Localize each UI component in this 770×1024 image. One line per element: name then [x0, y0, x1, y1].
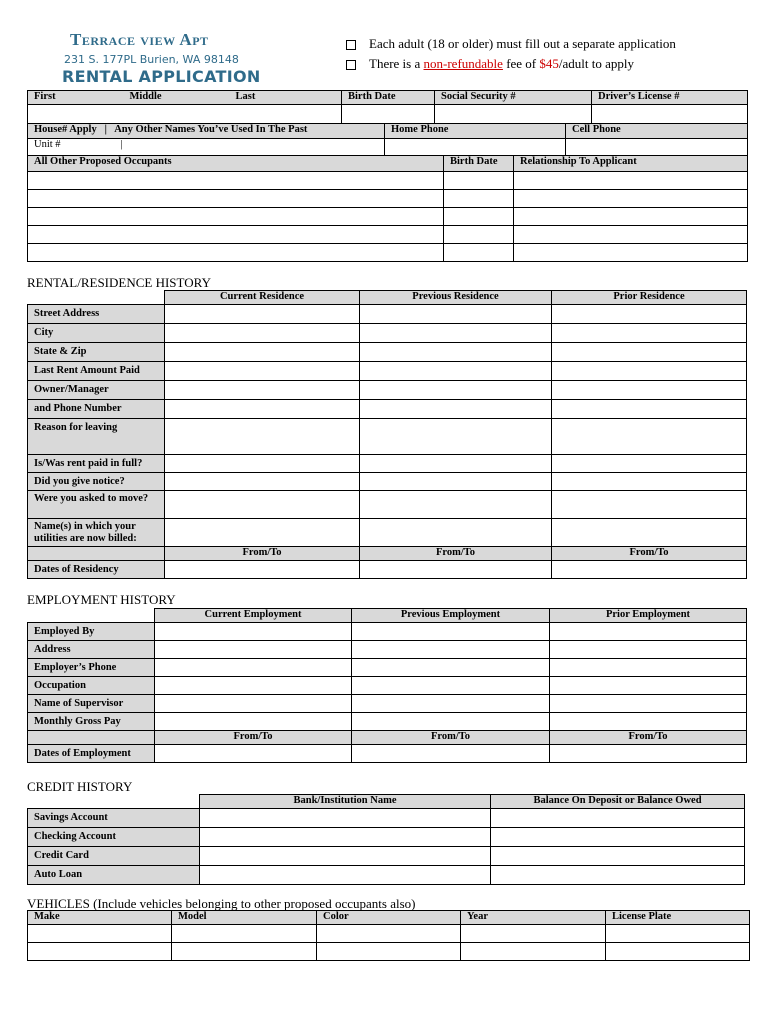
- row-reason-leaving: Reason for leaving: [28, 419, 165, 455]
- row-dates-employment: Dates of Employment: [28, 745, 155, 763]
- table-row: [28, 208, 748, 226]
- label-occ-birth: Birth Date: [444, 156, 514, 172]
- row-occupation: Occupation: [28, 677, 155, 695]
- field-birth-date[interactable]: [342, 105, 435, 124]
- table-row: [28, 925, 750, 943]
- field-ssn[interactable]: [435, 105, 592, 124]
- col-current-employment: Current Employment: [155, 609, 352, 623]
- table-row: [28, 172, 748, 190]
- fromto-current: From/To: [165, 547, 360, 561]
- table-row: [28, 943, 750, 961]
- row-notice: Did you give notice?: [28, 473, 165, 491]
- row-employed-by: Employed By: [28, 623, 155, 641]
- table-row: [28, 244, 748, 262]
- row-owner-manager: Owner/Manager: [28, 381, 165, 400]
- col-prior-residence: Prior Residence: [552, 291, 747, 305]
- label-middle: Middle: [124, 91, 230, 105]
- vehicles-heading: VEHICLES (Include vehicles belonging to other proposed occupants also): [27, 896, 416, 911]
- checkbox-adults[interactable]: [346, 40, 356, 50]
- col-year: Year: [461, 911, 606, 925]
- emp-fromto-prior: From/To: [550, 731, 747, 745]
- label-house-other-names: House# Apply | Any Other Names You’ve Used In The Past: [28, 124, 385, 139]
- field-unit[interactable]: Unit # |: [28, 139, 385, 156]
- credit-table: [27, 794, 745, 885]
- row-auto-loan: Auto Loan: [28, 866, 200, 885]
- emp-fromto-previous: From/To: [352, 731, 550, 745]
- col-prior-employment: Prior Employment: [550, 609, 747, 623]
- row-phone-number: and Phone Number: [28, 400, 165, 419]
- applicant-table: [27, 90, 748, 124]
- label-last: Last: [230, 91, 342, 105]
- occupants-table: [27, 155, 748, 262]
- row-street: Street Address: [28, 305, 165, 324]
- table-row: [28, 226, 748, 244]
- row-credit-card: Credit Card: [28, 847, 200, 866]
- row-city: City: [28, 324, 165, 343]
- col-license-plate: License Plate: [606, 911, 750, 925]
- note-fee: There is a non-refundable fee of $45/adult to apply: [346, 56, 634, 72]
- col-current-residence: Current Residence: [165, 291, 360, 305]
- checkbox-fee[interactable]: [346, 60, 356, 70]
- employment-heading: EMPLOYMENT HISTORY: [27, 592, 176, 607]
- row-utilities: Name(s) in which your utilities are now billed:: [28, 519, 165, 547]
- row-last-rent: Last Rent Amount Paid: [28, 362, 165, 381]
- col-color: Color: [317, 911, 461, 925]
- row-rent-paid: Is/Was rent paid in full?: [28, 455, 165, 473]
- label-home-phone: Home Phone: [385, 124, 566, 139]
- employment-table: [27, 608, 747, 763]
- property-address: 231 S. 177PL Burien, WA 98148: [64, 53, 239, 66]
- col-previous-employment: Previous Employment: [352, 609, 550, 623]
- row-employer-phone: Employer’s Phone: [28, 659, 155, 677]
- col-bank: Bank/Institution Name: [200, 795, 491, 809]
- label-cell-phone: Cell Phone: [566, 124, 748, 139]
- fromto-previous: From/To: [360, 547, 552, 561]
- label-ssn: Social Security #: [435, 91, 592, 105]
- label-first: First: [28, 91, 124, 105]
- label-license: Driver’s License #: [592, 91, 748, 105]
- row-asked-move: Were you asked to move?: [28, 491, 165, 519]
- contact-table: [27, 123, 748, 156]
- col-make: Make: [28, 911, 172, 925]
- col-model: Model: [172, 911, 317, 925]
- rental-table: [27, 290, 747, 579]
- rental-heading: RENTAL/RESIDENCE HISTORY: [27, 275, 211, 290]
- label-occupants: All Other Proposed Occupants: [28, 156, 444, 172]
- row-state-zip: State & Zip: [28, 343, 165, 362]
- row-gross-pay: Monthly Gross Pay: [28, 713, 155, 731]
- col-previous-residence: Previous Residence: [360, 291, 552, 305]
- col-balance: Balance On Deposit or Balance Owed: [491, 795, 745, 809]
- row-emp-address: Address: [28, 641, 155, 659]
- field-home-phone[interactable]: [385, 139, 566, 156]
- table-row: [28, 190, 748, 208]
- property-title: Terrace view Apt: [70, 30, 209, 49]
- field-name[interactable]: [28, 105, 342, 124]
- field-cell-phone[interactable]: [566, 139, 748, 156]
- note-adults: Each adult (18 or older) must fill out a separate application: [346, 36, 676, 52]
- credit-heading: CREDIT HISTORY: [27, 779, 133, 794]
- row-checking: Checking Account: [28, 828, 200, 847]
- fromto-prior: From/To: [552, 547, 747, 561]
- vehicles-table: [27, 910, 750, 961]
- row-savings: Savings Account: [28, 809, 200, 828]
- field-license[interactable]: [592, 105, 748, 124]
- form-title: RENTAL APPLICATION: [62, 67, 261, 86]
- row-dates-residency: Dates of Residency: [28, 561, 165, 579]
- label-birth-date: Birth Date: [342, 91, 435, 105]
- emp-fromto-current: From/To: [155, 731, 352, 745]
- row-supervisor: Name of Supervisor: [28, 695, 155, 713]
- label-occ-rel: Relationship To Applicant: [514, 156, 748, 172]
